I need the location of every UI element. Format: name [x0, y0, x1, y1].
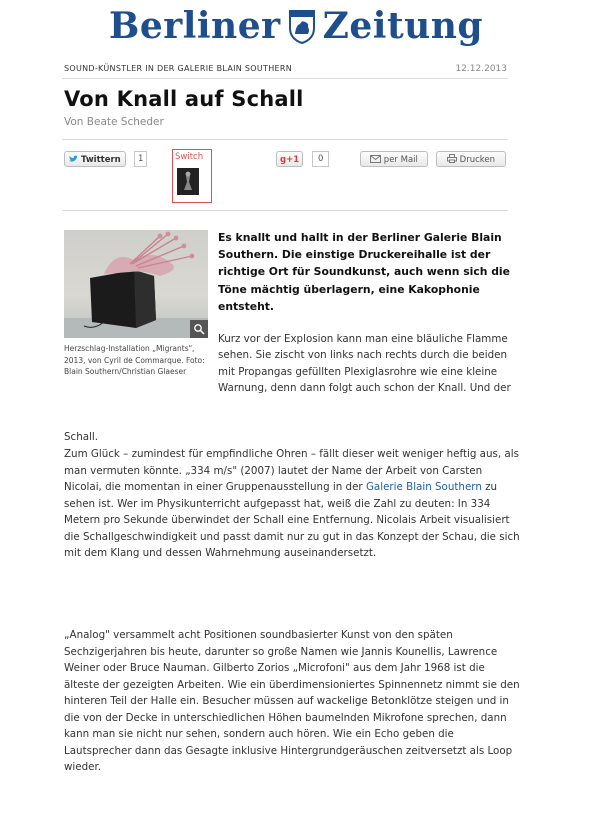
- divider: [62, 78, 508, 79]
- article-title: Von Knall auf Schall: [64, 87, 304, 111]
- gallery-link[interactable]: Galerie Blain Southern: [365, 481, 482, 493]
- switch-thumbnail[interactable]: [177, 168, 199, 195]
- body-paragraph-2-text-end: zu sehen ist. Wer im Physikunterricht aufgepasst hat, weiß die Zahl zu deuten: In 334 Metern pro Sekunde überwindet der Schall eine Entfernung. Nicolais Arbeit visualisiert die Schallgeschwindigkeit und passt damit nur zu gut in das Konzept der Schau, die sich mit dem Klang und dessen Wahrnehmung auseinandersetzt.: [64, 481, 520, 559]
- article-lead: Es knallt und hallt in der Berliner Galerie Blain Southern. Die einstige Druckereihalle ist der richtige Ort für Soundkunst, auch wenn sich die Töne mächtig überlagern, eine Kakophonie entsteht.: [218, 231, 510, 313]
- envelope-icon: [370, 155, 381, 163]
- mail-button[interactable]: [360, 151, 428, 167]
- installation-photo: [64, 230, 208, 338]
- body-paragraph-2-text: Zum Glück – zumindest für empfindliche Ohren – fällt dieser weit weniger heftig aus, als man vermuten könnte. „334 m/s" (2007) lautet der Name der Arbeit von Carsten Nicolai, die momentan in einer Gruppenausstellung in der: [64, 448, 519, 493]
- article-kicker: SOUND-KÜNSTLER IN DER GALERIE BLAIN SOUTHERN: [64, 64, 293, 73]
- print-button[interactable]: [436, 151, 506, 167]
- body-paragraph-1: Kurz vor der Explosion kann man eine bläuliche Flamme sehen. Sie zischt von links nach rechts durch die beiden mit Propangas gefüllten Plexiglasrohre wie eine kleine Warnung, denn dann folgt auch schon der Knall. Und der: [218, 333, 511, 395]
- mail-button-label: per Mail: [383, 155, 418, 165]
- masthead-logo[interactable]: [0, 4, 592, 48]
- article-image[interactable]: [64, 230, 208, 338]
- twitter-button-label: Twittern: [80, 155, 121, 165]
- divider: [62, 210, 508, 211]
- article-author: Von Beate Scheder: [64, 116, 164, 128]
- body-paragraph-1-end: Schall.: [64, 431, 99, 443]
- print-button-label: Drucken: [459, 155, 496, 165]
- body-paragraph-3: „Analog" versammelt acht Positionen soundbasierter Kunst von den späten Sechzigerjahren bis heute, darunter so große Namen wie Jannis Kounellis, Lawrence Weiner oder Bruce Nauman. Gilberto Zorios „Microfoni" aus dem Jahr 1968 ist die älteste der gezeigten Arbeiten. Wie ein überdimensioniertes Spinnennetz nimmt sie den hinteren Teil der Halle ein. Besucher müssen auf wackelige Betonklötze steigen und in die von der Decke in unterschiedlichen Höhen baumelnden Mikrofone sprechen, dann kann man sie nicht nur sehen, sondern auch hören. Wie ein Echo geben die Lautsprecher dann das Gesagte inklusive Hintergrundgeräuschen zeitversetzt als Loop wieder.: [64, 629, 520, 773]
- thumbnail-image: [177, 168, 199, 195]
- twitter-button[interactable]: [64, 151, 126, 167]
- gplus-icon: g: [280, 155, 287, 165]
- twitter-count: 1: [134, 151, 147, 167]
- article-date: 12.12.2013: [455, 64, 507, 74]
- bear-crest-icon: [287, 8, 317, 44]
- switch-label: Switch: [175, 152, 204, 162]
- gplus-label: +1: [286, 155, 300, 165]
- divider: [62, 139, 508, 140]
- gplus-count: 0: [312, 151, 329, 167]
- printer-icon: [447, 154, 457, 163]
- image-caption: Herzschlag-Installation „Migrants", 2013, von Cyril de Commarque. Foto: Blain Southern/Christian Glaeser: [64, 344, 205, 376]
- twitter-bird-icon: [69, 155, 78, 163]
- masthead-word-1: Berliner: [108, 5, 281, 47]
- gplus-button[interactable]: [276, 151, 303, 167]
- body-paragraph-2: [64, 446, 520, 562]
- masthead-word-2: Zeitung: [322, 5, 484, 47]
